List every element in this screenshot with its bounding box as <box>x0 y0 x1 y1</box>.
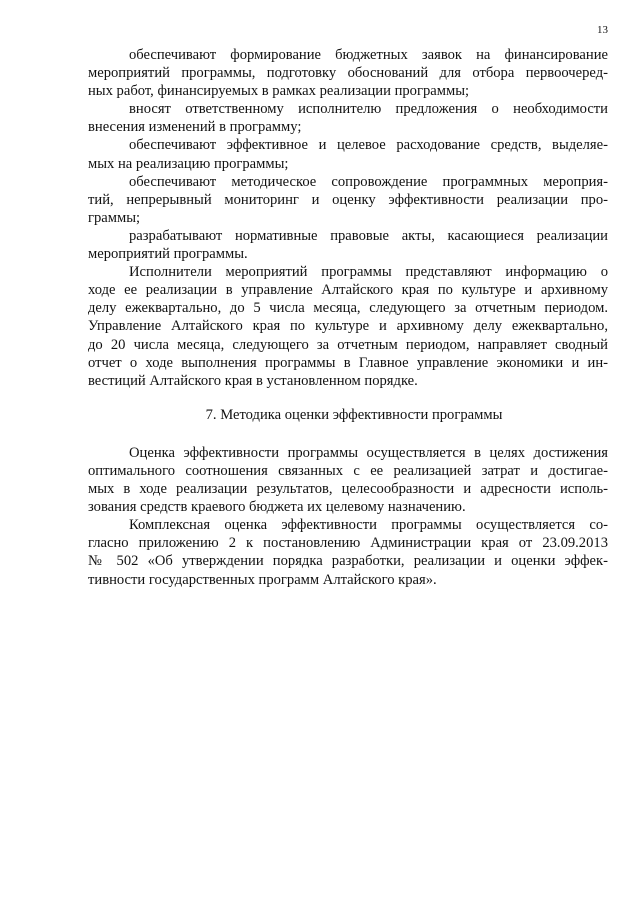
text-line: вестиций Алтайского края в установленном порядке. <box>88 372 418 389</box>
paragraph <box>88 173 608 227</box>
paragraph <box>88 46 608 100</box>
text-line: мероприятий программы. <box>88 246 248 263</box>
text-line: отчет о ходе выполнения программы в Главное управление экономики и ин- <box>88 354 608 371</box>
text-line: мых в ходе реализации результатов, целесообразности и адресности исполь- <box>88 481 608 498</box>
paragraphs-before-heading <box>88 46 608 390</box>
text-line: оптимального соотношения связанных с ее реализацией затрат и достигае- <box>88 462 608 479</box>
text-line: Оценка эффективности программы осуществляется в целях достижения <box>129 444 608 461</box>
paragraph <box>88 136 608 172</box>
text-line: зования средств краевого бюджета их целевому назначению. <box>88 499 466 516</box>
text-line: тивности государственных программ Алтайского края». <box>88 571 437 588</box>
text-line: Управление Алтайского края по культуре и архивному делу ежеквартально, <box>88 318 608 335</box>
text-line: внесения изменений в программу; <box>88 119 302 136</box>
paragraph <box>88 100 608 136</box>
text-line: мероприятий программы, подготовку обоснований для отбора первоочеред- <box>88 65 608 82</box>
text-line: обеспечивают формирование бюджетных заявок на финансирование <box>129 47 608 63</box>
paragraph <box>88 263 608 390</box>
text-line: делу ежеквартально, до 5 числа месяца, следующего за отчетным периодом. <box>88 300 608 317</box>
text-line: обеспечивают эффективное и целевое расходование средств, выделяе- <box>129 137 608 154</box>
text-line: Исполнители мероприятий программы представляют информацию о <box>129 264 608 281</box>
text-line: обеспечивают методическое сопровождение программных мероприя- <box>129 173 608 190</box>
document-body <box>88 46 608 589</box>
text-line: тий, непрерывный мониторинг и оценку эффективности реализации про- <box>88 191 608 208</box>
paragraphs-after-heading <box>88 444 608 589</box>
text-line: вносят ответственному исполнителю предложения о необходимости <box>129 101 608 118</box>
text-line: № 502 «Об утверждении порядка разработки, реализации и оценки эффек- <box>88 553 608 570</box>
text-line: ходе ее реализации в управление Алтайского края по культуре и архивному <box>88 282 608 299</box>
paragraph <box>88 444 608 516</box>
paragraph <box>88 227 608 263</box>
text-line: гласно приложению 2 к постановлению Администрации края от 23.09.2013 <box>88 535 608 552</box>
section-heading: 7. Методика оценки эффективности программы <box>205 406 503 423</box>
text-line: граммы; <box>88 209 141 226</box>
paragraph <box>88 516 608 588</box>
page-number: 13 <box>597 24 608 36</box>
text-line: мых на реализацию программы; <box>88 155 289 172</box>
text-line: ных работ, финансируемых в рамках реализации программы; <box>88 83 470 100</box>
text-line: Комплексная оценка эффективности программы осуществляется со- <box>129 517 608 534</box>
text-line: разрабатывают нормативные правовые акты, касающиеся реализации <box>129 227 608 244</box>
text-line: до 20 числа месяца, следующего за отчетным периодом, направляет сводный <box>88 336 608 353</box>
